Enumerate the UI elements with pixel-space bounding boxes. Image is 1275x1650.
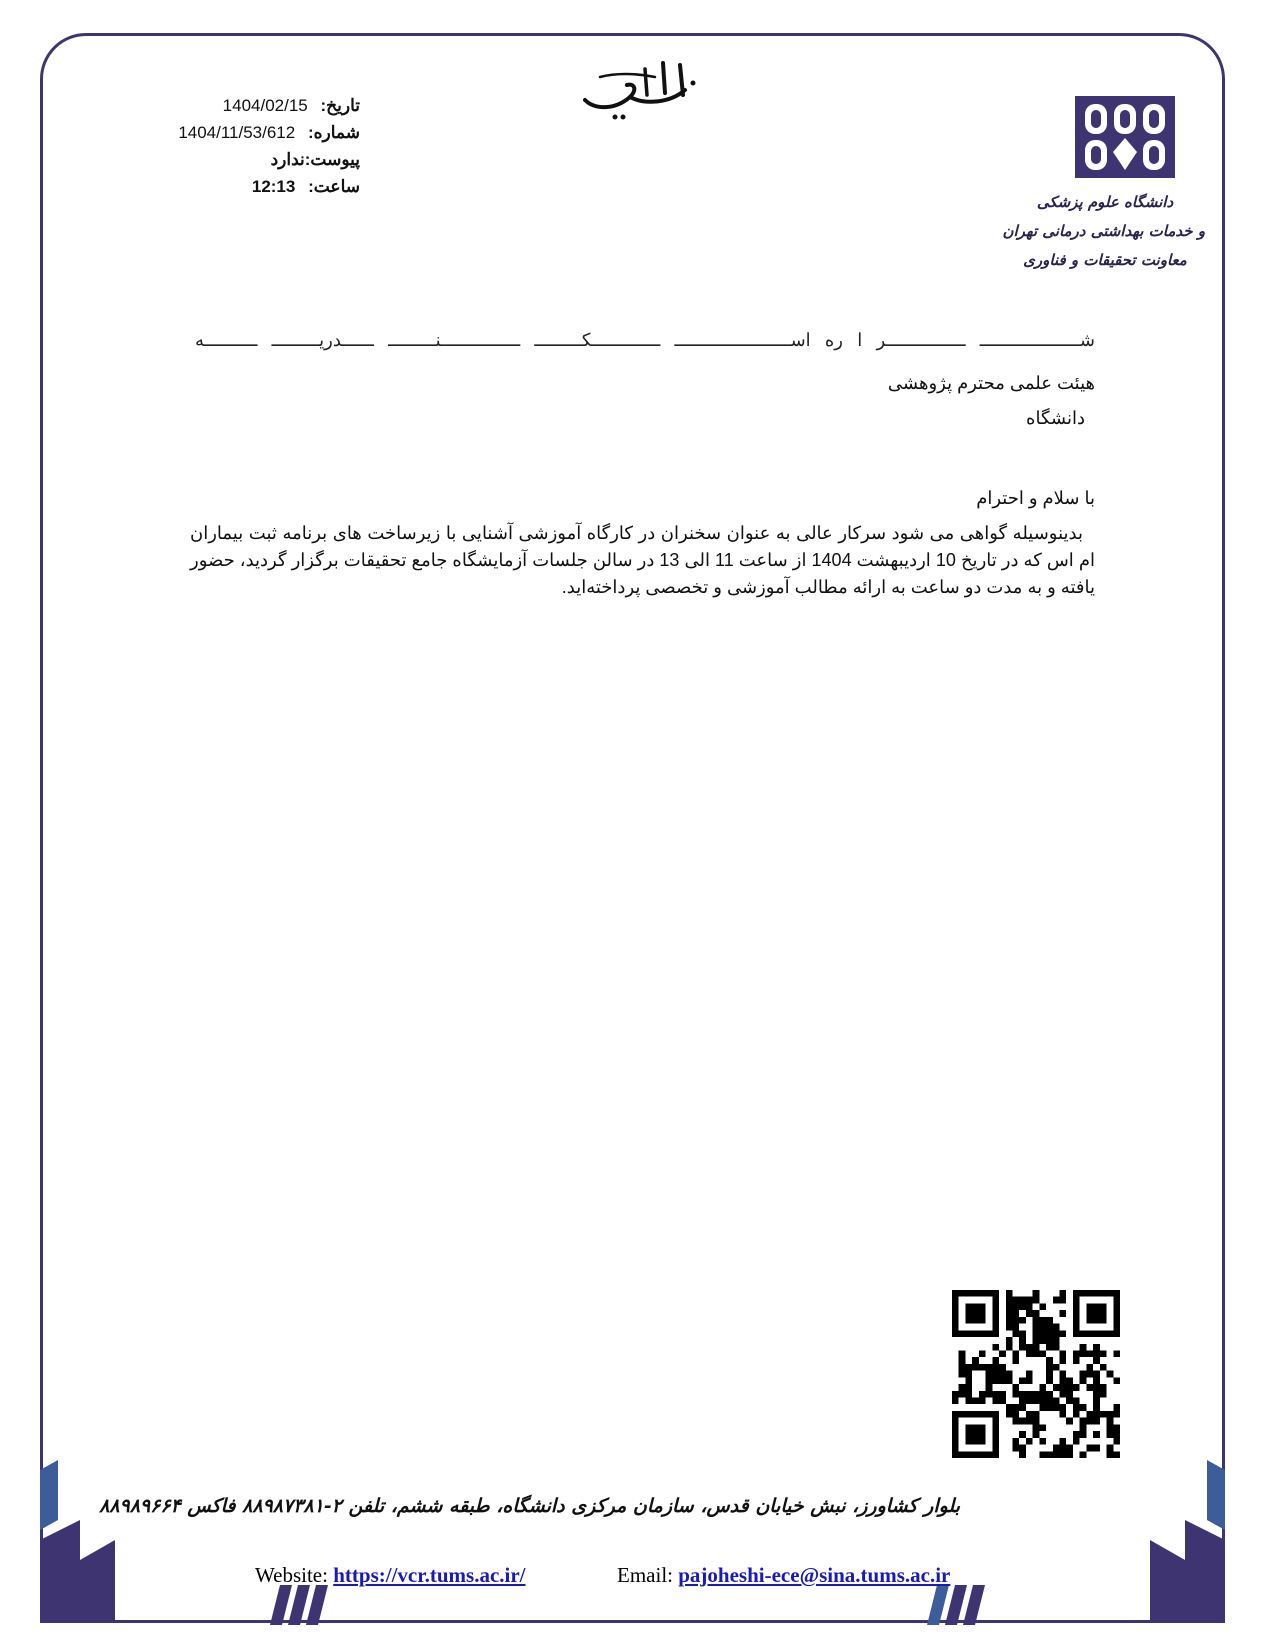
website-link[interactable]: https://vcr.tums.ac.ir/ (333, 1563, 526, 1587)
greeting: با سلام و احترام (976, 488, 1095, 508)
decor-right-corner (1085, 1440, 1225, 1623)
recipient-org: دانشگاه (1026, 408, 1085, 428)
email-contact: Email: pajoheshi-ece@sina.tums.ac.ir (617, 1563, 951, 1587)
university-logo-icon (1075, 96, 1175, 178)
recipient-name: شـــــــــــــــــــ ـــــــــــــــر ا ره اســــــــــــــــــــــ ـــــــــــــکـــــــــ ـــــــــــــــنـــــــــ ــــــدریـــــــــ ــــــــــه (195, 330, 1095, 350)
meta-date: تاریخ: 1404/02/15 (222, 96, 360, 115)
decor-right-stripes (925, 1585, 995, 1625)
university-name: دانشگاه علوم پزشکی و خدمات بهداشتی درمانی تهران معاونت تحقیقات و فناوری (1002, 193, 1205, 269)
website-contact: Website: https://vcr.tums.ac.ir/ (255, 1563, 526, 1587)
footer-address: بلوار کشاورز، نبش خیابان قدس، سازمان مرکزی دانشگاه، طبقه ششم، تلفن ۲-۸۸۹۸۷۳۸۱ فاکس ۸۸۹۸۹۶۶۴ (99, 1495, 960, 1517)
meta-attachment: پیوست:ندارد (270, 150, 360, 169)
basmala-calligraphy (575, 55, 705, 125)
decor-left-corner (40, 1440, 180, 1623)
recipient-block (195, 330, 1095, 429)
body-paragraph: بدینوسیله گواهی می شود سرکار عالی به عنوان سخنران در کارگاه آموزشی آشنایی با زیرساخت های برنامه ثبت بیماران ام اس که در تاریخ 10 اردیبهشت 1404 از ساعت 11 الی 13 در سالن جلسات آزمایشگاه جامع تحقیقات برگزار گردید، حضور یافته و به مدت دو ساعت به ارائه مطالب آموزشی و تخصصی پرداخته‌اید. (190, 523, 1095, 597)
meta-time: ساعت: 12:13 (251, 177, 360, 196)
recipient-title: هیئت علمی محترم پژوهشی (887, 373, 1095, 393)
email-link[interactable]: pajoheshi-ece@sina.tums.ac.ir (678, 1563, 951, 1587)
letter-body (190, 485, 1095, 601)
qr-code[interactable] (952, 1290, 1120, 1458)
meta-number: شماره: 1404/11/53/612 (178, 123, 360, 142)
decor-left-stripes (270, 1585, 330, 1625)
letter-meta (100, 92, 360, 200)
